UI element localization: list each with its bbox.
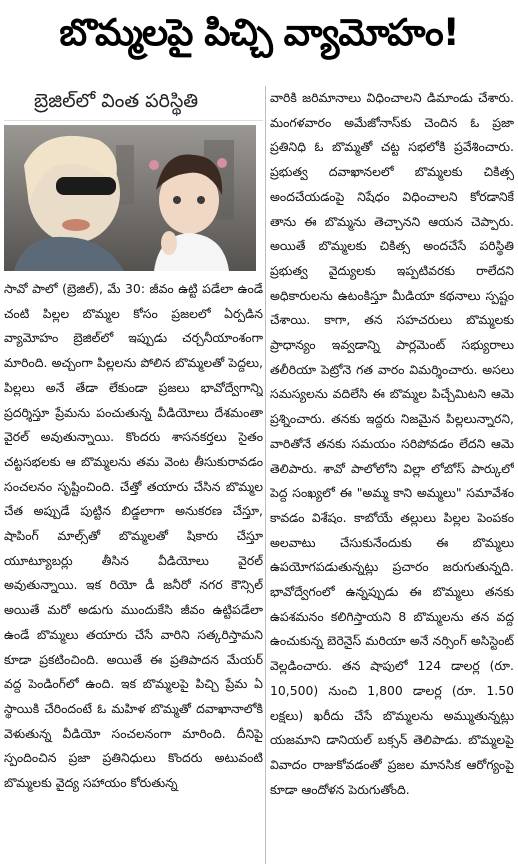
article-column-left [4,86,263,866]
photo-illustration [4,125,256,271]
article-body-left: సావో పాలో (బ్రెజిల్), మే 30: జీవం ఉట్టి పడేలా ఉండే చంటి పిల్లల బొమ్మల కోసం ప్రజలలో ఏర్పడిన వ్యామోహం బ్రెజిల్‌లో ఇప్పుడు చర్చనీయాంశంగా మారింది. అచ్చంగా పిల్లలను పోలిన బొమ్మలతో పెద్దలు, పిల్లలు అనే తేడా లేకుండా ప్రజలు భావోద్వేగాన్ని ప్రదర్శిస్తూ ప్రేమను పంచుతున్న వీడియోలు దేశమంతా వైరల్ అవుతున్నాయి. కొందరు శాసనకర్తలు సైతం చట్టసభలకు ఆ బొమ్మలను తమ వెంట తీసుకురావడం సంచలనం సృష్టించింది. చేత్తో తయారు చేసిన బొమ్మల చేత అప్పుడే పుట్టిన బిడ్డలాగా అనుకరణ చేస్తూ, షాపింగ్ మాల్స్‌తో బొమ్మలతో షికారు చేస్తూ యూట్యూబర్లు తీసిన వీడియోలు వైరల్ అవుతున్నాయి. ఇక రియో డీ జనీరో నగర కౌన్సిల్ అయితే మరో అడుగు ముందుకేసి జీవం ఉట్టిపడేలా ఉండే బొమ్మలు తయారు చేసే వారిని సత్కరిస్తామని కూడా ప్రకటించింది. అయితే ఈ ప్రతిపాదన మేయర్ వద్ద పెండింగ్‌లో ఉంది. ఇక బొమ్మలపై పిచ్చి ప్రేమ ఏ స్థాయికి చేరిందంటే ఓ మహిళ బొమ్మతో దవాఖానాలోకి వెళుతున్న వీడియో సంచలనంగా మారింది. దీనిపై స్పందించిన ప్రజా ప్రతినిధులు కొందరు అటువంటి బొమ్మలకు వైద్య సహాయం కోరుతున్న [4,281,263,791]
article-photo [4,125,256,271]
column-divider [265,86,266,864]
headline: బొమ్మలపై పిచ్చి వ్యామోహం! [59,11,459,54]
subheadline: బ్రెజిల్‌లో వింత పరిస్థితి [4,86,263,121]
article-body-right: వారికి జరిమానాలు విధించాలని డిమాండు చేశారు. మంగళవారం అమేజోనాస్‌కు చెందిన ఓ ప్రజా ప్రతినిధి ఓ బొమ్మతో చట్ట సభలోకి ప్రవేశించారు. ప్రభుత్వ దవాఖానలలో బొమ్మలకు చికిత్స అందచేయడంపై నిషేధం విధించాలని కోరడానికే తాను ఈ బొమ్మను తెచ్చానని ఆయన చెప్పారు. అయితే బొమ్మలకు చికిత్స అందచేసే పరిస్థితి ప్రభుత్వ వైద్యులకు ఇప్పటివరకు రాలేదని అధికారులను ఉటంకిస్తూ మీడియా కథనాలు స్పష్టం చేశాయి. కాగా, తన సహచరులు బొమ్మలకు ప్రాధాన్యం ఇవ్వడాన్ని పార్లమెంట్ సభ్యురాలు తలీరియా పెట్రోనె గత వారం విమర్శించారు. అసలు సమస్యలను వదిలేసి ఈ బొమ్మల పిచ్చేమిటని ఆమె ప్రశ్నించారు. తనకు ఇద్దరు నిజమైన పిల్లలున్నారని, వారితోనే తనకు సమయం సరిపోవడం లేదని ఆమె తెలిపారు. శావో పాలోలోని విల్లా లోబోస్ పార్కులో పెద్ద సంఖ్యలో ఈ "అమ్మ కాని అమ్మలు" సమావేశం కావడం విశేషం. కాబోయే తల్లులు పిల్లల పెంపకం అలవాటు చేసుకునేందుకు ఈ బొమ్మలు ఉపయోగపడుతున్నట్లు ప్రచారం జరుగుతున్నది. భావోద్వేగంలో ఉన్నప్పుడు ఈ బొమ్మలు తనకు ఉపశమనం కలిగిస్తాయని 8 బొమ్మలను తన వద్ద ఉంచుకున్న బెరెనైస్ మరియా అనే నర్సింగ్ అసిస్టెంట్ వెల్లడించారు. తన షాపులో 124 డాలర్ల (రూ. 10,500) నుంచి 1,800 డాలర్ల (రూ. 1.50 లక్షలు) ఖరీదు చేసే బొమ్మలను అమ్ముతున్నట్లు యజమాని డానియల్ బక్సన్ తెలిపాడు. బొమ్మలపై వివాదం రాజుకోవడంతో ప్రజల మానసిక ఆరోగ్యంపై కూడా ఆందోళన పెరుగుతోంది. [270,90,514,797]
article-column-right [270,86,514,866]
